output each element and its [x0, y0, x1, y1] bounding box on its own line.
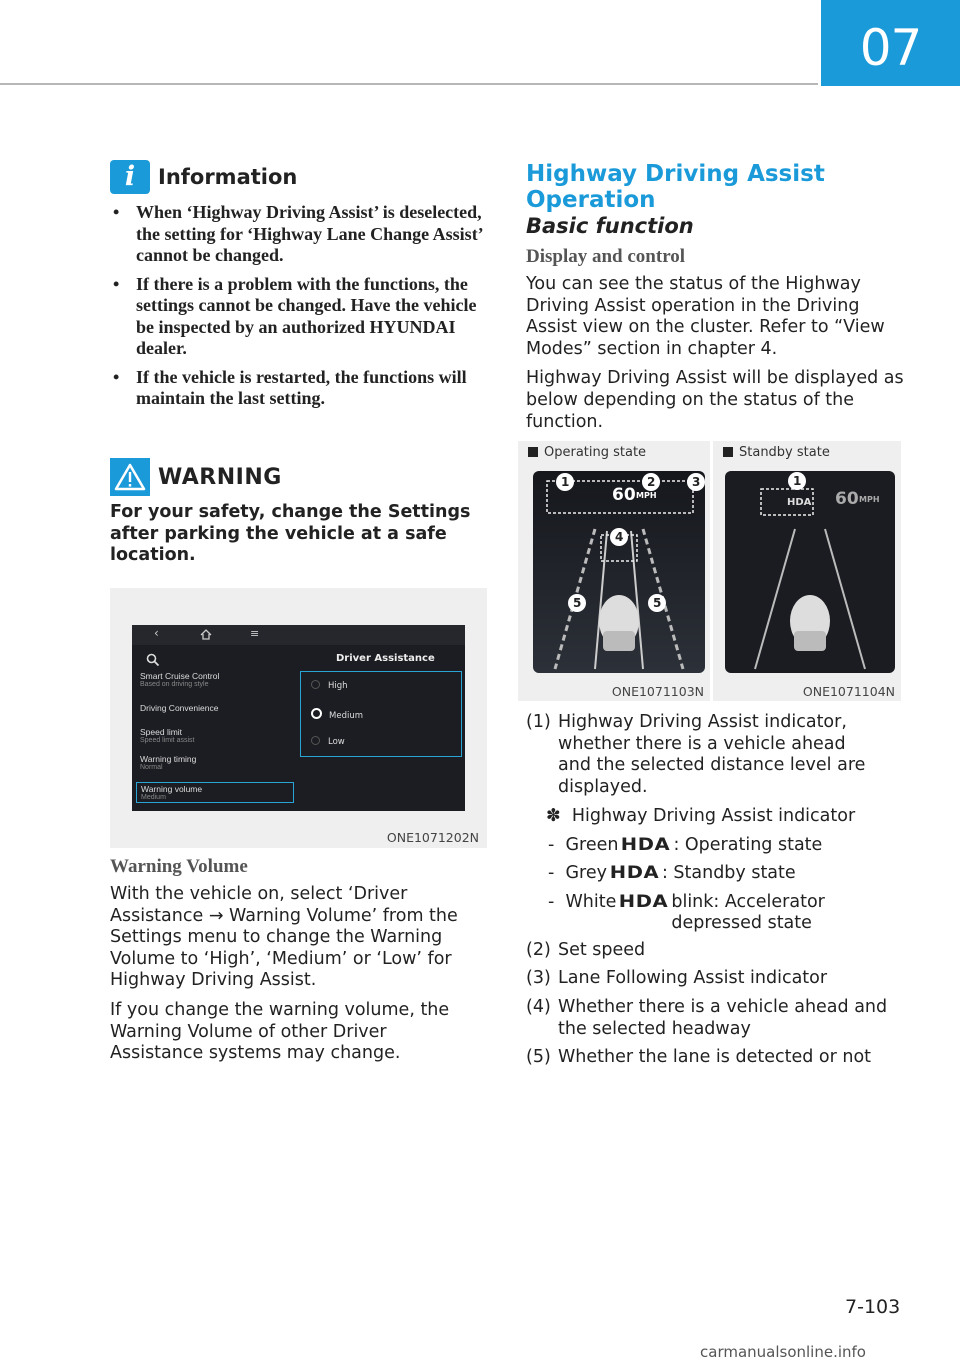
option-high[interactable]: High [311, 680, 348, 691]
paragraph: With the vehicle on, select ‘Driver Assistance → Warning Volume’ from the Settings menu to change the Warning Volume to ‘High’, ‘Medium’ or ‘Low’ for Highway Driving Assist. [110, 884, 458, 991]
settings-menu [140, 671, 310, 803]
paragraph: You can see the status of the Highway Driving Assist operation in the Driving Assist view on the cluster. Refer to “View Modes” section in chapter 4. [526, 274, 885, 359]
info-title: Information [158, 165, 298, 189]
list-item: (5) Whether the lane is detected or not [526, 1047, 872, 1067]
header-rule [0, 83, 818, 85]
hda-icon: HDA [619, 891, 669, 912]
set-speed: 60 [835, 489, 859, 509]
svg-text:4: 4 [615, 530, 624, 544]
info-heading [110, 160, 297, 194]
screen-topbar [132, 625, 465, 645]
menu-item[interactable]: Smart Cruise Control Based on driving style [140, 671, 220, 688]
svg-text:5: 5 [573, 596, 582, 610]
watermark: carmanualsonline.info [700, 1343, 866, 1361]
section-title: Highway Driving Assist Operation [526, 161, 825, 213]
radio-selected-icon [311, 708, 322, 719]
svg-text:2: 2 [647, 475, 656, 489]
hda-intro [526, 274, 906, 441]
hda-icon: HDA [609, 863, 660, 884]
operating-state-figure [518, 441, 710, 701]
set-speed: 60 [612, 485, 636, 505]
speed-unit: MPH [859, 495, 880, 504]
list-item: (1) Highway Driving Assist indicator, whether there is a vehicle ahead and the selected distance level are displayed. [526, 712, 866, 797]
screen-title: Driver Assistance [336, 653, 435, 664]
svg-text:1: 1 [793, 474, 802, 488]
speed-unit: MPH [636, 491, 657, 500]
svg-text:3: 3 [692, 475, 701, 489]
svg-text:5: 5 [653, 596, 662, 610]
warning-title: WARNING [158, 464, 282, 490]
figure-caption: ONE1071202N [386, 830, 479, 845]
indicator-note [546, 806, 886, 935]
option-medium[interactable]: Medium [311, 708, 363, 721]
page-number: 7-103 [845, 1296, 901, 1318]
display-control-heading: Display and control [526, 246, 686, 267]
svg-text:1: 1 [561, 475, 570, 489]
note-symbol: ✽ [546, 806, 561, 826]
paragraph: Highway Driving Assist will be displayed as below depending on the status of the function. [526, 368, 904, 432]
list-item: (4) Whether there is a vehicle ahead and the selected headway [526, 997, 888, 1039]
volume-options [300, 671, 462, 757]
list-item: (3) Lane Following Assist indicator [526, 968, 828, 988]
warning-volume-body [110, 884, 480, 1073]
panel-label: Standby state [723, 445, 830, 460]
note-title: Highway Driving Assist indicator [571, 806, 856, 826]
back-icon[interactable]: ‹ [154, 626, 159, 640]
info-bullet: • If there is a problem with the functions, the settings cannot be changed. Have the vehicle be inspected by an authorized HYUNDAI dealer. [113, 273, 477, 358]
note-state: - Green HDA : Operating state [548, 834, 823, 855]
section-subtitle: Basic function [526, 214, 694, 238]
panel-label: Operating state [528, 445, 646, 460]
search-icon[interactable] [146, 653, 160, 667]
info-bullet: • When ‘Highway Driving Assist’ is deselected, the setting for ‘Highway Lane Change Assist’ cannot be changed. [113, 202, 483, 265]
warning-heading [110, 458, 282, 496]
settings-screenshot [110, 588, 487, 848]
note-state: - White HDA blink: Accelerator depressed state [548, 891, 825, 934]
radio-icon [311, 680, 320, 689]
hda-icon: HDA [621, 834, 671, 855]
info-bullet: • If the vehicle is restarted, the functions will maintain the last setting. [113, 366, 467, 408]
settings-screen [132, 625, 465, 811]
menu-item[interactable]: Warning timing Normal [140, 754, 197, 771]
menu-item-selected[interactable]: Warning volume Medium [136, 782, 294, 803]
paragraph: If you change the warning volume, the Warning Volume of other Driver Assistance systems may change. [110, 999, 450, 1064]
home-icon[interactable] [200, 629, 212, 640]
standby-state-figure [713, 441, 901, 701]
menu-item[interactable]: Speed limit Speed limit assist [140, 727, 195, 744]
warning-volume-heading: Warning Volume [110, 856, 248, 877]
figure-caption: ONE1071104N [802, 684, 895, 699]
info-icon: i [110, 160, 150, 194]
warning-text: For your safety, change the Settings after parking the vehicle at a safe location. [110, 502, 471, 565]
info-list [110, 202, 490, 417]
menu-item[interactable]: Driving Convenience [140, 703, 219, 713]
warning-icon [110, 458, 150, 496]
list-item: (2) Set speed [526, 940, 646, 960]
figure-caption: ONE1071103N [611, 684, 704, 699]
option-low[interactable]: Low [311, 736, 345, 747]
menu-icon[interactable]: ≡ [250, 627, 260, 640]
hda-badge: HDA [787, 497, 812, 508]
chapter-tab: 07 [821, 0, 960, 86]
note-state: - Grey HDA : Standby state [548, 863, 796, 884]
radio-icon [311, 736, 320, 745]
